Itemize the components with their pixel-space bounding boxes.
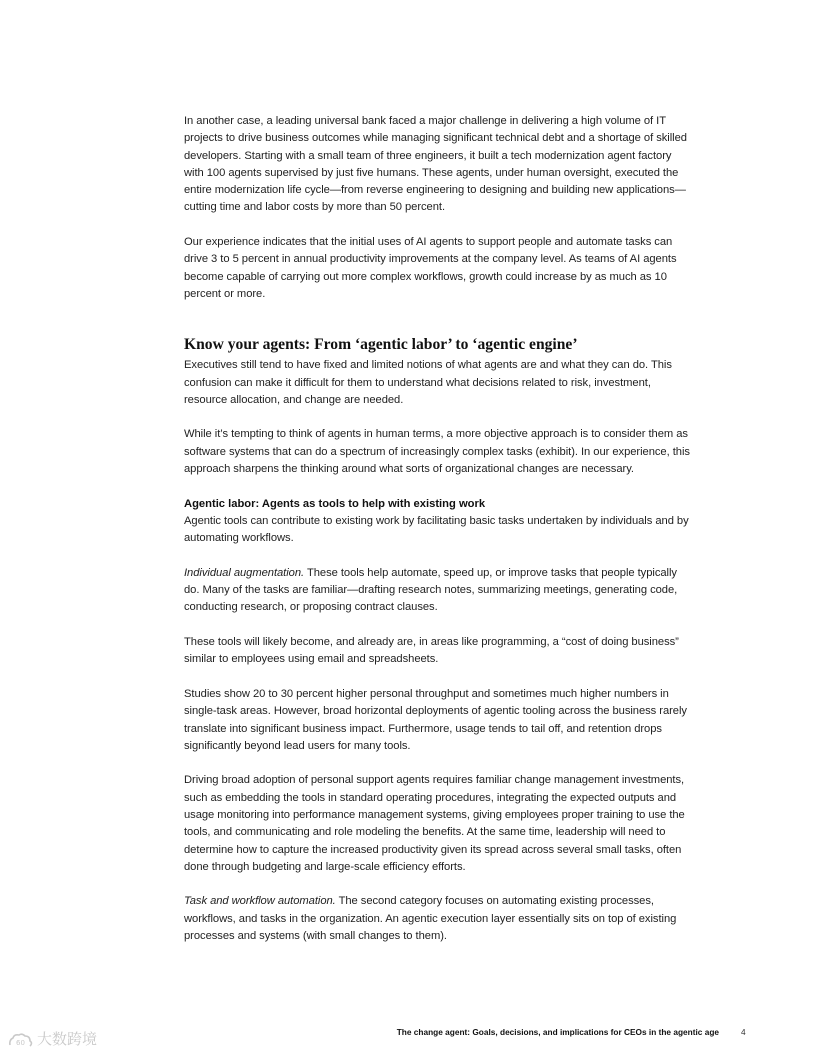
document-body [184, 113, 694, 963]
paragraph: In another case, a leading universal bank faced a major challenge in delivering a high volume of IT projects to drive business outcomes while managing significant technical debt and a shortage of skilled developers. Starting with a small team of three engineers, it built a tech modernization agent factory with 100 agents supervised by just five humans. These agents, under human oversight, executed the entire modernization life cycle—from reverse engineering to designing and building new applications—cutting time and labor costs by more than 50 percent. [184, 115, 687, 214]
footer-title: The change agent: Goals, decisions, and implications for CEOs in the agentic age [396, 1027, 719, 1037]
page-number: 4 [741, 1027, 746, 1037]
paragraph: Our experience indicates that the initial uses of AI agents to support people and automate tasks can drive 3 to 5 percent in annual productivity improvements at the company level. As teams of AI agents become capable of carrying out more complex workflows, growth could increase by as much as 10 percent or more. [184, 236, 677, 300]
svg-text:60: 60 [16, 1039, 25, 1047]
paragraph-text: The second category focuses on automating existing processes, workflows, and tasks in the organization. An agentic execution layer essentially sits on top of existing processes and systems (with small changes to them). [184, 895, 677, 943]
page-footer [0, 1026, 816, 1040]
subsection-heading: Agentic labor: Agents as tools to help with existing work [184, 497, 486, 510]
watermark [8, 1030, 97, 1050]
paragraph: While it’s tempting to think of agents in human terms, a more objective approach is to consider them as software systems that can do a spectrum of increasingly complex tasks (exhibit). In our experience, this approach sharpens the thinking around what sorts of organizational changes are necessary. [184, 428, 690, 476]
section-heading: Know your agents: From ‘agentic labor’ to ‘agentic engine’ [184, 336, 578, 354]
paragraph: These tools will likely become, and already are, in areas like programming, a “cost of doing business” similar to employees using email and spreadsheets. [184, 636, 679, 666]
paragraph-text: These tools help automate, speed up, or improve tasks that people typically do. Many of the tasks are familiar—drafting research notes, summarizing meetings, generating code, conducting research, or proposing contract clauses. [184, 566, 678, 614]
lead-in-text: Individual augmentation. [184, 566, 305, 579]
lead-in-text: Task and workflow automation. [184, 895, 336, 908]
paragraph: Executives still tend to have fixed and limited notions of what agents are and what they can do. This confusion can make it difficult for them to understand what decisions related to risk, investment, resource allocation, and change are needed. [184, 359, 672, 406]
paragraph: Studies show 20 to 30 percent higher personal throughput and sometimes much higher numbers in single-task areas. However, broad horizontal deployments of agentic tooling across the business rarely translate into significant business impact. Furthermore, usage tends to tail off, and retention drops significantly beyond lead users for many tools. [184, 687, 687, 752]
paragraph: Agentic tools can contribute to existing work by facilitating basic tasks undertaken by individuals and by automating workflows. [184, 514, 689, 545]
paragraph: Driving broad adoption of personal support agents requires familiar change management investments, such as embedding the tools in standard operating procedures, integrating the expected outputs and usage monitoring into performance management systems, giving employees proper training to use the tools, and communicating and role modeling the benefits. At the same time, leadership will need to determine how to capture the increased productivity given its spread across several small tasks, often done through budgeting and large-scale efficiency efforts. [184, 774, 685, 873]
paragraph-individual-augmentation [184, 565, 694, 617]
watermark-text: 大数跨境 [37, 1031, 98, 1048]
watermark-logo-icon [8, 1032, 34, 1048]
paragraph-task-automation [184, 893, 694, 945]
